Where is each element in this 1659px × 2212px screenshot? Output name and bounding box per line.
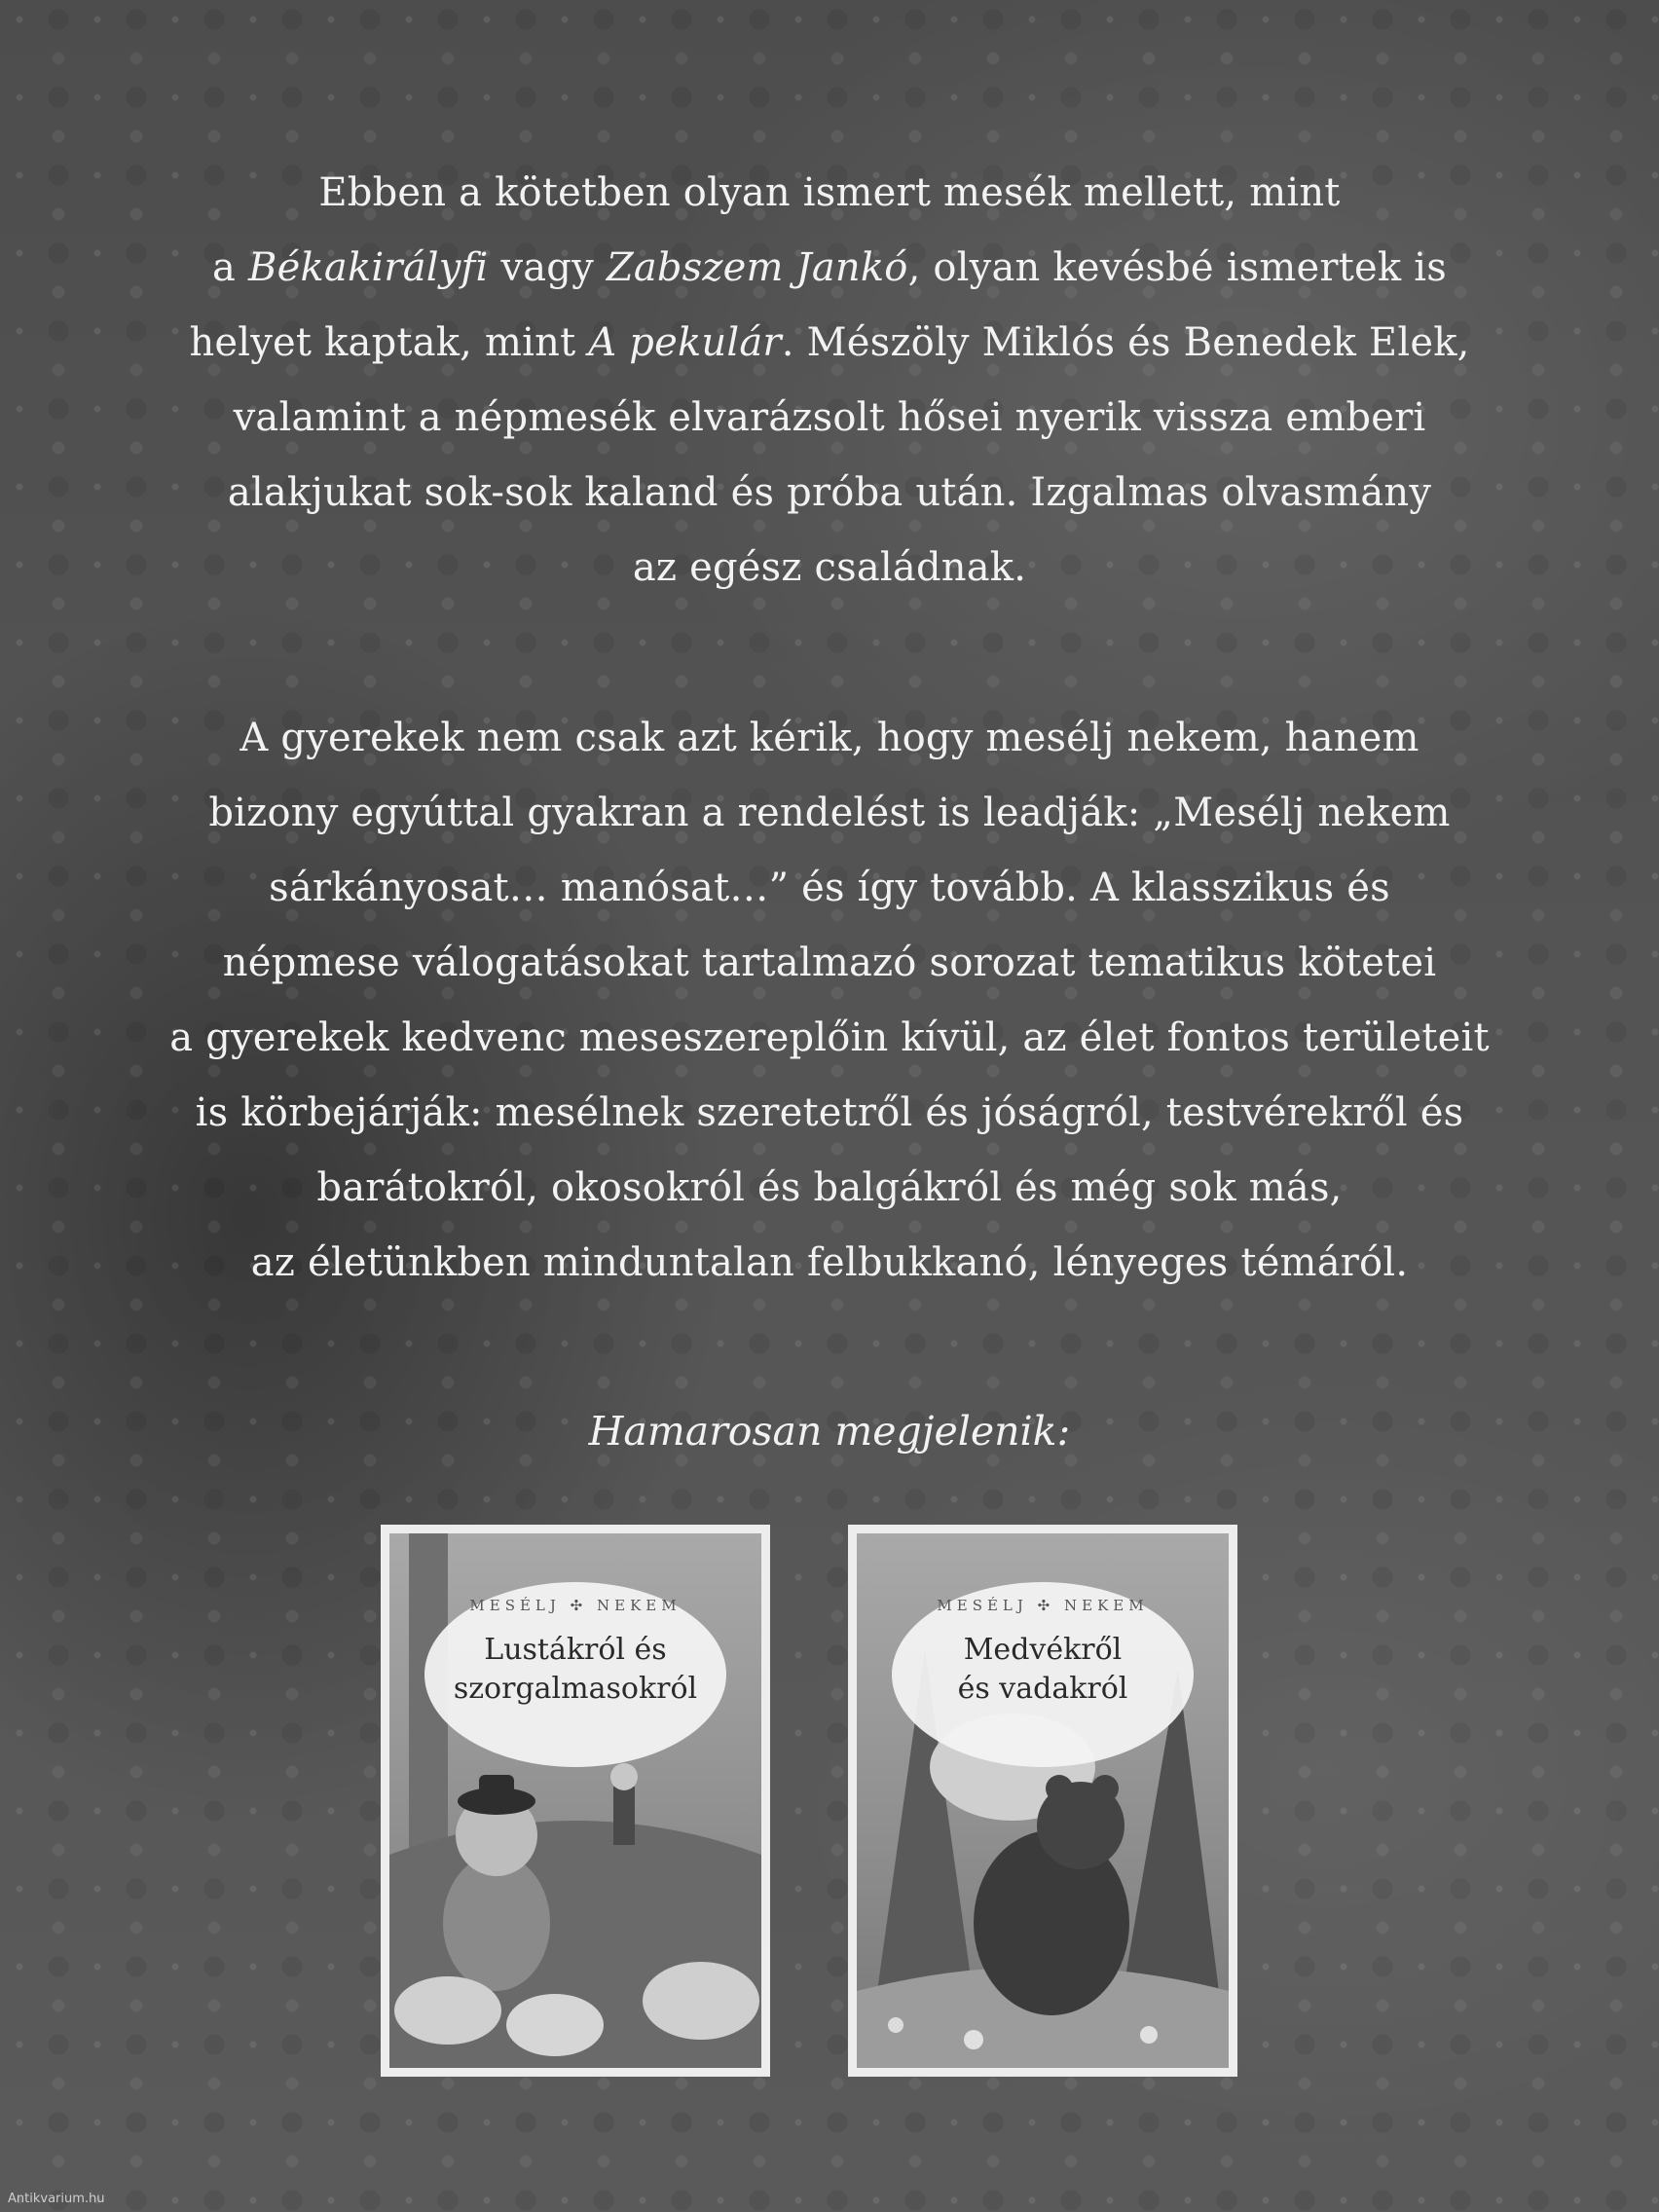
text-line: [107, 1076, 1552, 1151]
cover-illustration: [389, 1533, 761, 2068]
text-line: [107, 156, 1552, 231]
text-run: az egész családnak.: [632, 545, 1027, 590]
book-title-italic: Zabszem Jankó: [606, 245, 908, 290]
text-run: , olyan kevésbé ismertek is: [907, 245, 1447, 290]
series-label: MESÉLJ ✣ NEKEM: [937, 1597, 1149, 1614]
text-line: [107, 531, 1552, 606]
text-line: [107, 851, 1552, 926]
text-line: [107, 926, 1552, 1001]
description-paragraph-1: [107, 156, 1552, 606]
text-run: az életünkben minduntalan felbukkanó, lényeges témáról.: [250, 1240, 1409, 1285]
text-line: [107, 701, 1552, 776]
book-title: Lustákról és szorgalmasokról: [453, 1633, 698, 1706]
text-line: [107, 1001, 1552, 1076]
text-run: valamint a népmesék elvarázsolt hősei nyerik vissza emberi: [233, 395, 1426, 440]
text-run: népmese válogatásokat tartalmazó sorozat tematikus kötetei: [222, 940, 1437, 985]
text-run: sárkányosat… manósat…” és így tovább. A klasszikus és: [269, 866, 1390, 910]
text-run: alakjukat sok-sok kaland és próba után. Izgalmas olvasmány: [227, 470, 1432, 515]
text-line: [107, 1226, 1552, 1301]
text-run: a gyerekek kedvenc meseszereplőin kívül, az élet fontos területeit: [169, 1015, 1490, 1060]
book-cover-medvekrol: [848, 1525, 1237, 2077]
cover-illustration: [857, 1533, 1229, 2068]
text-run: a: [212, 245, 248, 290]
text-run: barátokról, okosokról és balgákról és még sok más,: [316, 1165, 1343, 1210]
text-line: [107, 381, 1552, 456]
text-line: [107, 456, 1552, 531]
text-line: [107, 776, 1552, 851]
series-label: MESÉLJ ✣ NEKEM: [469, 1597, 682, 1614]
watermark-credit: Antikvarium.hu: [8, 2192, 105, 2206]
book-title-italic: A pekulár: [588, 320, 782, 365]
text-run: bizony egyúttal gyakran a rendelést is leadják: „Mesélj nekem: [208, 791, 1451, 835]
text-run: is körbejárják: mesélnek szeretetről és jóságról, testvérekről és: [195, 1090, 1464, 1135]
text-run: Ebben a kötetben olyan ismert mesék mellett, mint: [318, 170, 1341, 215]
text-line: [107, 231, 1552, 306]
text-run: vagy: [488, 245, 607, 290]
text-run: helyet kaptak, mint: [189, 320, 589, 365]
coming-soon-heading: Hamarosan megjelenik:: [588, 1408, 1071, 1455]
description-paragraph-2: [107, 701, 1552, 1301]
text-run: A gyerekek nem csak azt kérik, hogy mesélj nekem, hanem: [240, 716, 1419, 760]
book-title: Medvékről és vadakról: [957, 1633, 1128, 1706]
text-line: [107, 306, 1552, 381]
book-cover-lustakrol: [381, 1525, 770, 2077]
text-line: [107, 1151, 1552, 1226]
book-title-italic: Békakirályfi: [248, 245, 489, 290]
text-run: . Mészöly Miklós és Benedek Elek,: [781, 320, 1470, 365]
